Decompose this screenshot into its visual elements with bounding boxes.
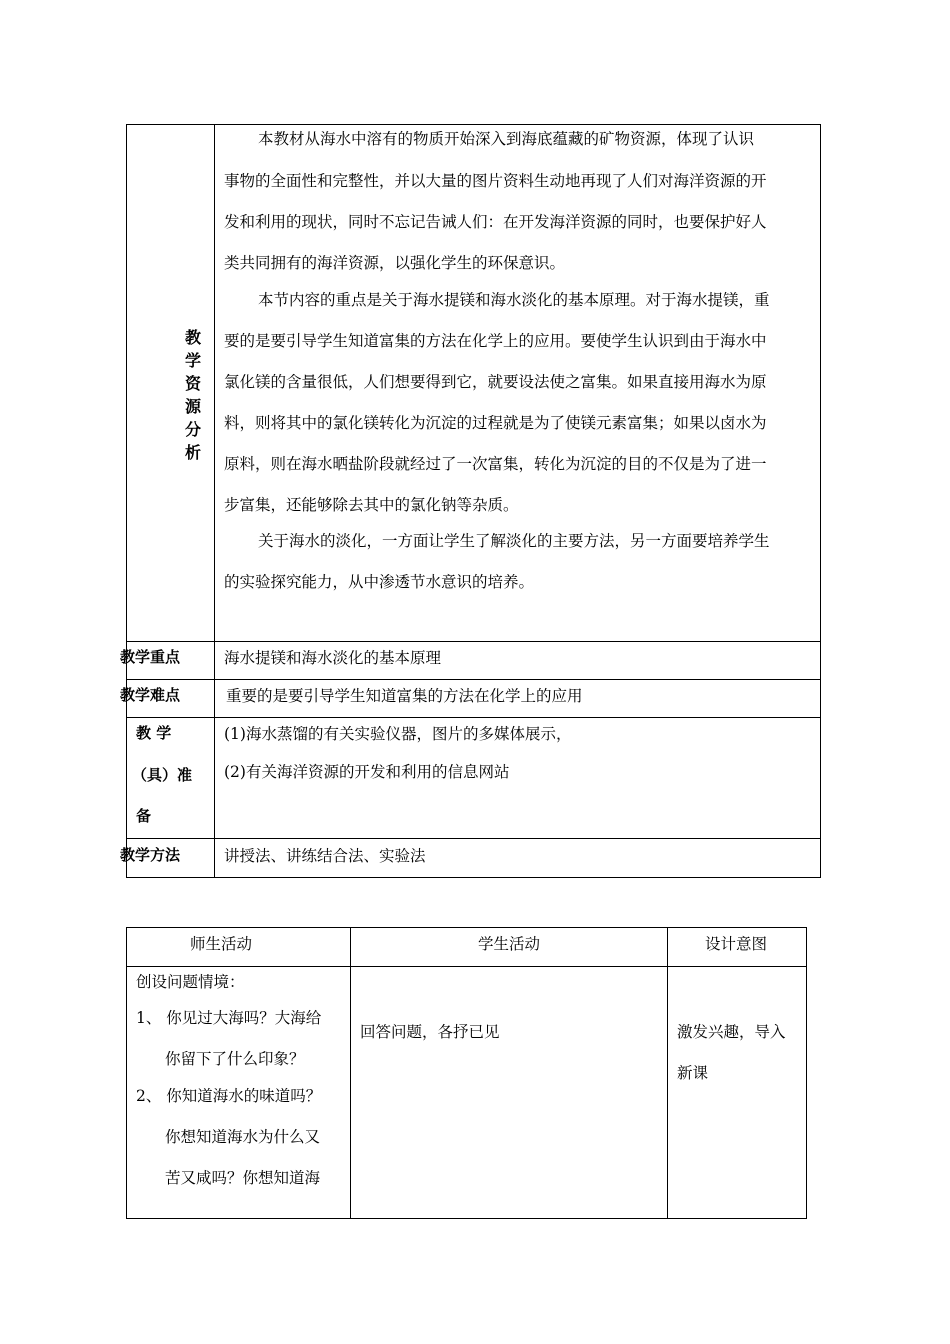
teacher-activity-line: 苦又咸吗？你想知道海 — [165, 1169, 321, 1187]
header-design-intent: 设计意图 — [705, 935, 768, 953]
prep-label-line: 教 学 — [136, 724, 172, 742]
prep-label-line: 备 — [136, 807, 152, 825]
key-point-value: 海水提镁和海水淡化的基本原理 — [224, 649, 442, 667]
analysis-line: 类共同拥有的海洋资源，以强化学生的环保意识。 — [224, 254, 566, 272]
prep-item: (2)有关海洋资源的开发和利用的信息网站 — [224, 763, 510, 781]
analysis-line: 步富集，还能够除去其中的氯化钠等杂质。 — [224, 496, 519, 514]
design-intent-line: 新课 — [677, 1064, 709, 1082]
difficulty-value: 重要的是要引导学生知道富集的方法在化学上的应用 — [226, 687, 583, 705]
method-value: 讲授法、讲练结合法、实验法 — [224, 847, 426, 865]
side-label-char: 学 — [184, 351, 201, 370]
side-label-char: 源 — [184, 397, 201, 416]
analysis-line: 要的是要引导学生知道富集的方法在化学上的应用。要使学生认识到由于海水中 — [224, 332, 767, 350]
teacher-activity-line: 2、 你知道海水的味道吗？ — [136, 1087, 322, 1105]
prep-label-line: （具）准 — [132, 766, 193, 784]
teacher-activity-line: 创设问题情境： — [136, 973, 245, 991]
analysis-line: 原料，则在海水晒盐阶段就经过了一次富集，转化为沉淀的目的不仅是为了进一 — [224, 455, 767, 473]
analysis-line: 发和利用的现状，同时不忘记告诫人们：在开发海洋资源的同时，也要保护好人 — [224, 213, 767, 231]
side-label-char: 资 — [184, 374, 201, 393]
analysis-line: 料，则将其中的氯化镁转化为沉淀的过程就是为了使镁元素富集；如果以卤水为 — [224, 414, 767, 432]
header-student-activity: 学生活动 — [478, 935, 541, 953]
analysis-line: 关于海水的淡化，一方面让学生了解淡化的主要方法，另一方面要培养学生 — [258, 532, 770, 550]
method-label: 教学方法 — [120, 846, 181, 864]
teacher-activity-line: 你想知道海水为什么又 — [165, 1128, 321, 1146]
teacher-activity-line: 1、 你见过大海吗？大海给 — [136, 1009, 322, 1027]
prep-item: (1)海水蒸馏的有关实验仪器，图片的多媒体展示， — [224, 725, 572, 743]
student-activity-text: 回答问题，各抒已见 — [360, 1023, 500, 1041]
side-label-char: 析 — [184, 443, 201, 462]
analysis-line: 本节内容的重点是关于海水提镁和海水淡化的基本原理。对于海水提镁，重 — [258, 291, 770, 309]
difficulty-label: 教学难点 — [120, 686, 181, 704]
key-point-label: 教学重点 — [120, 648, 181, 666]
analysis-line: 本教材从海水中溶有的物质开始深入到海底蕴藏的矿物资源，体现了认识 — [258, 130, 755, 148]
side-label-char: 分 — [184, 420, 201, 439]
analysis-line: 的实验探究能力，从中渗透节水意识的培养。 — [224, 573, 535, 591]
analysis-line: 事物的全面性和完整性，并以大量的图片资料生动地再现了人们对海洋资源的开 — [224, 172, 767, 190]
teacher-activity-line: 你留下了什么印象？ — [165, 1050, 305, 1068]
analysis-line: 氯化镁的含量很低，人们想要得到它，就要设法使之富集。如果直接用海水为原 — [224, 373, 767, 391]
design-intent-line: 激发兴趣，导入 — [677, 1023, 786, 1041]
header-teacher-activity: 师生活动 — [190, 935, 253, 953]
side-label-char: 教 — [184, 328, 201, 347]
